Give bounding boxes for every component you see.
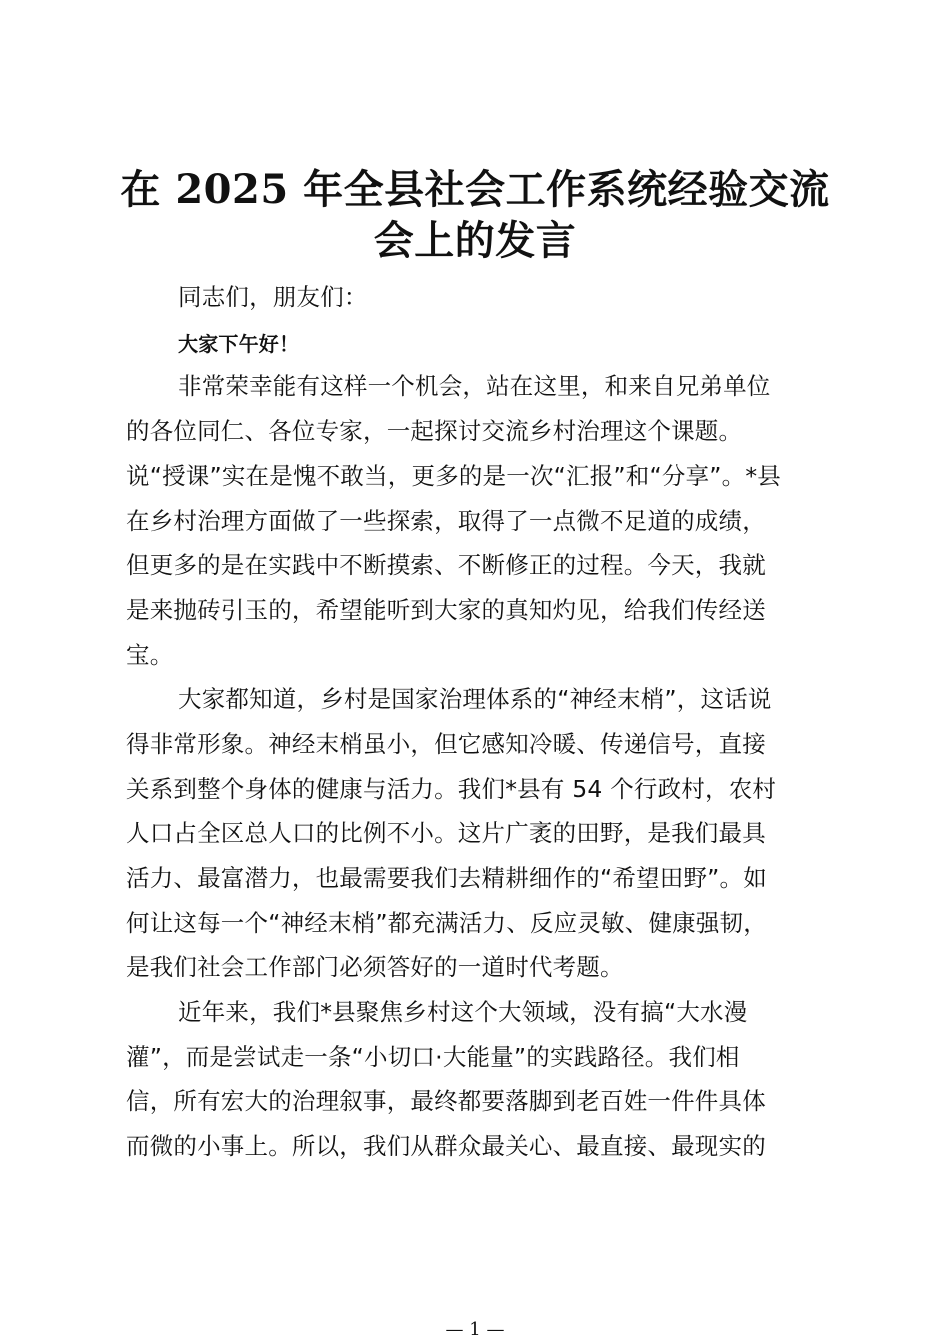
title-line-2: 会上的发言 <box>373 217 577 264</box>
text-line: 但更多的是在实践中不断摸索、不断修正的过程。今天，我就 <box>126 551 766 579</box>
text-line: 而微的小事上。所以，我们从群众最关心、最直接、最现实的 <box>126 1132 766 1160</box>
text-line: 是来抛砖引玉的，希望能听到大家的真知灼见，给我们传经送 <box>126 596 766 624</box>
text-line: 的各位同仁、各位专家，一起探讨交流乡村治理这个课题。 <box>126 417 743 445</box>
text-line: 非常荣幸能有这样一个机会，站在这里，和来自兄弟单位 <box>178 372 771 400</box>
text-line: 在乡村治理方面做了一些探索，取得了一点微不足道的成绩， <box>126 507 766 535</box>
greeting: 大家下午好！ <box>178 332 300 356</box>
title-line-1: 在 2025 年全县社会工作系统经验交流 <box>120 166 830 213</box>
text-line: 活力、最富潜力，也最需要我们去精耕细作的“希望田野”。如 <box>126 864 767 892</box>
text-line: 人口占全区总人口的比例不小。这片广袤的田野，是我们最具 <box>126 819 766 847</box>
text-line: 宝。 <box>126 641 174 669</box>
text-line: 何让这每一个“神经末梢”都充满活力、反应灵敏、健康强韧， <box>126 909 767 937</box>
text-line: 说“授课”实在是愧不敢当，更多的是一次“汇报”和“分享”。*县 <box>126 462 781 490</box>
text-line: 是我们社会工作部门必须答好的一道时代考题。 <box>126 953 624 981</box>
text-line: 关系到整个身体的健康与活力。我们*县有 54 个行政村，农村 <box>126 775 777 803</box>
text-line: 得非常形象。神经末梢虽小，但它感知冷暖、传递信号，直接 <box>126 730 766 758</box>
page-number: — 1 — <box>445 1319 505 1340</box>
document-title <box>120 164 830 266</box>
text-line: 灌”，而是尝试走一条“小切口·大能量”的实践路径。我们相 <box>126 1043 740 1071</box>
text-line: 近年来，我们*县聚焦乡村这个大领域，没有搞“大水漫 <box>178 998 748 1026</box>
text-line: 信，所有宏大的治理叙事，最终都要落脚到老百姓一件件具体 <box>126 1087 766 1115</box>
salutation: 同志们，朋友们： <box>178 283 368 311</box>
text-line: 大家都知道，乡村是国家治理体系的“神经末梢”，这话说 <box>178 685 772 713</box>
